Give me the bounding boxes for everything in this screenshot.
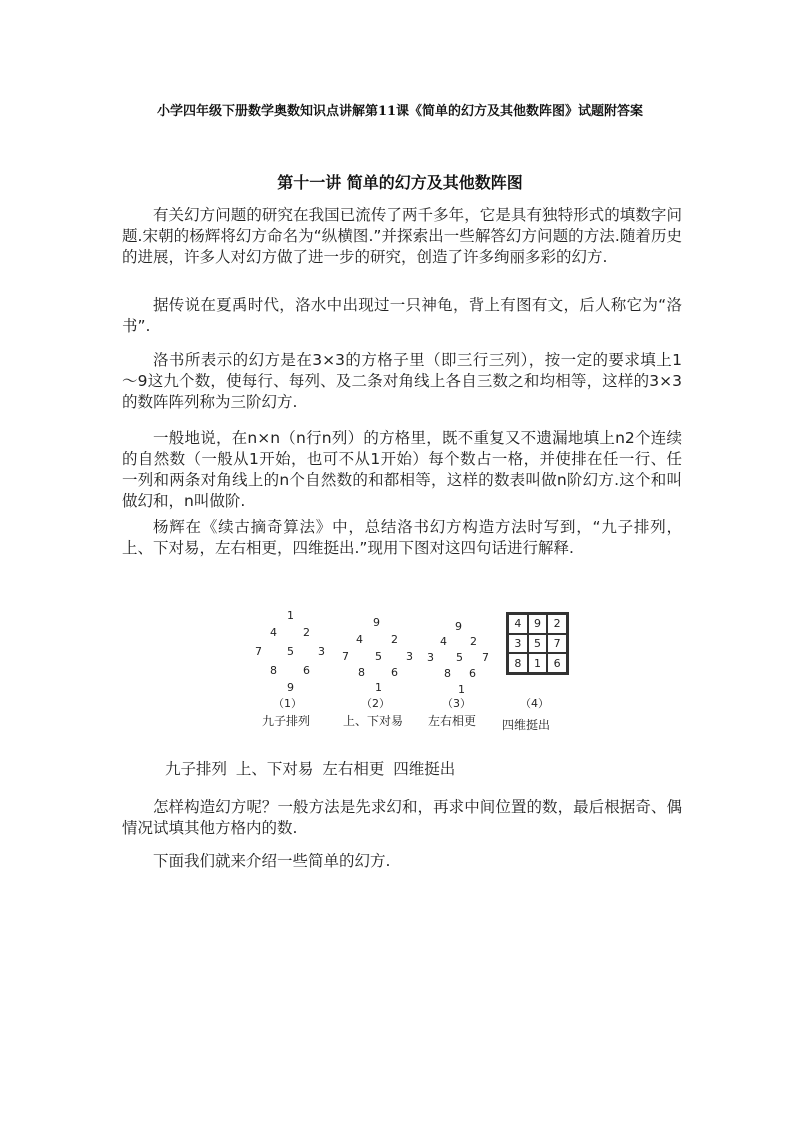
- document-title: 小学四年级下册数学奥数知识点讲解第11课《简单的幻方及其他数阵图》试题附答案: [156, 104, 644, 119]
- diagram-caption: 上、下对易: [343, 714, 404, 728]
- grid-cell: 1: [528, 653, 548, 673]
- diagram-index: （4）: [520, 697, 549, 710]
- diagram-number: 3: [318, 645, 325, 658]
- grid-cell: 4: [508, 614, 528, 634]
- diagram-number: 6: [469, 667, 476, 680]
- diagram-caption: 左右相更: [428, 714, 477, 728]
- paragraph-legend: 据传说在夏禹时代，洛水中出现过一只神龟，背上有图有文，后人称它为“洛书”.: [122, 296, 682, 335]
- diagram-number: 2: [470, 635, 477, 648]
- grid-cell: 5: [528, 634, 548, 654]
- diagram-number: 3: [427, 651, 434, 664]
- diagram-number: 5: [456, 651, 463, 664]
- grid-cell: 3: [508, 634, 528, 654]
- grid-cell: 9: [528, 614, 548, 634]
- diagram-number: 6: [391, 666, 398, 679]
- diagram-number: 9: [373, 616, 380, 629]
- diagram-number: 5: [375, 650, 382, 663]
- diagram-number: 7: [482, 651, 489, 664]
- diagram-index: （1）: [273, 697, 302, 710]
- paragraph-construction: 怎样构造幻方呢？一般方法是先求幻和，再求中间位置的数，最后根据奇、偶情况试填其他方格内的数.: [122, 798, 682, 837]
- diagram-caption: 九子排列: [262, 714, 311, 728]
- paragraph-definition: 一般地说，在n×n（n行n列）的方格里，既不重复又不遗漏地填上n2个连续的自然数（一般从1开始，也可不从1开始）每个数占一格，并使排在任一行、任一列和两条对角线上的n个自然数的和都相等，这样的数表叫做n阶幻方.这个和叫做幻和，n叫做阶.: [122, 429, 682, 510]
- diagram-index: （3）: [442, 697, 471, 710]
- diagram-number: 8: [444, 667, 451, 680]
- diagram-index: （2）: [361, 697, 390, 710]
- diagram-number: 4: [356, 633, 363, 646]
- lesson-title: 第十一讲 简单的幻方及其他数阵图: [277, 173, 523, 192]
- grid-cell: 7: [547, 634, 567, 654]
- grid-cell: 6: [547, 653, 567, 673]
- diagram-number: 2: [391, 633, 398, 646]
- grid-cell: 2: [547, 614, 567, 634]
- paragraph-history: 有关幻方问题的研究在我国已流传了两千多年，它是具有独特形式的填数字问题.宋朝的杨辉将幻方命名为“纵横图.”并探索出一些解答幻方问题的方法.随着历史的进展，许多人对幻方做了进一步的研究，创造了许多绚丽多彩的幻方.: [122, 206, 682, 266]
- magic-square-grid: [506, 612, 569, 675]
- diagram-number: 8: [270, 664, 277, 677]
- diagram-number: 9: [287, 681, 294, 694]
- paragraph-luoshu: 洛书所表示的幻方是在3×3的方格子里（即三行三列），按一定的要求填上1～9这九个数，使每行、每列、及二条对角线上各自三数之和均相等，这样的3×3的数阵阵列称为三阶幻方.: [122, 351, 682, 411]
- diagram-number: 7: [342, 650, 349, 663]
- diagram-number: 7: [255, 645, 262, 658]
- diagram-number: 8: [358, 666, 365, 679]
- paragraph-yanghui: 杨辉在《续古摘奇算法》中，总结洛书幻方构造方法时写到，“九子排列，上、下对易，左右相更，四维挺出.”现用下图对这四句话进行解释.: [122, 518, 682, 557]
- paragraph-intro: 下面我们就来介绍一些简单的幻方.: [153, 852, 391, 870]
- grid-cell: 8: [508, 653, 528, 673]
- diagram-number: 5: [287, 645, 294, 658]
- diagram-number: 1: [375, 681, 382, 694]
- diagram-number: 6: [303, 664, 310, 677]
- diagram-number: 2: [303, 626, 310, 639]
- figure-summary-line: 九子排列 上、下对易 左右相更 四维挺出: [165, 760, 456, 778]
- diagram-number: 4: [440, 635, 447, 648]
- diagram-number: 4: [270, 626, 277, 639]
- diagram-number: 3: [406, 650, 413, 663]
- diagram-number: 1: [287, 609, 294, 622]
- diagram-number: 9: [455, 620, 462, 633]
- diagram-caption: 四维挺出: [502, 718, 551, 732]
- diagram-number: 1: [458, 683, 465, 696]
